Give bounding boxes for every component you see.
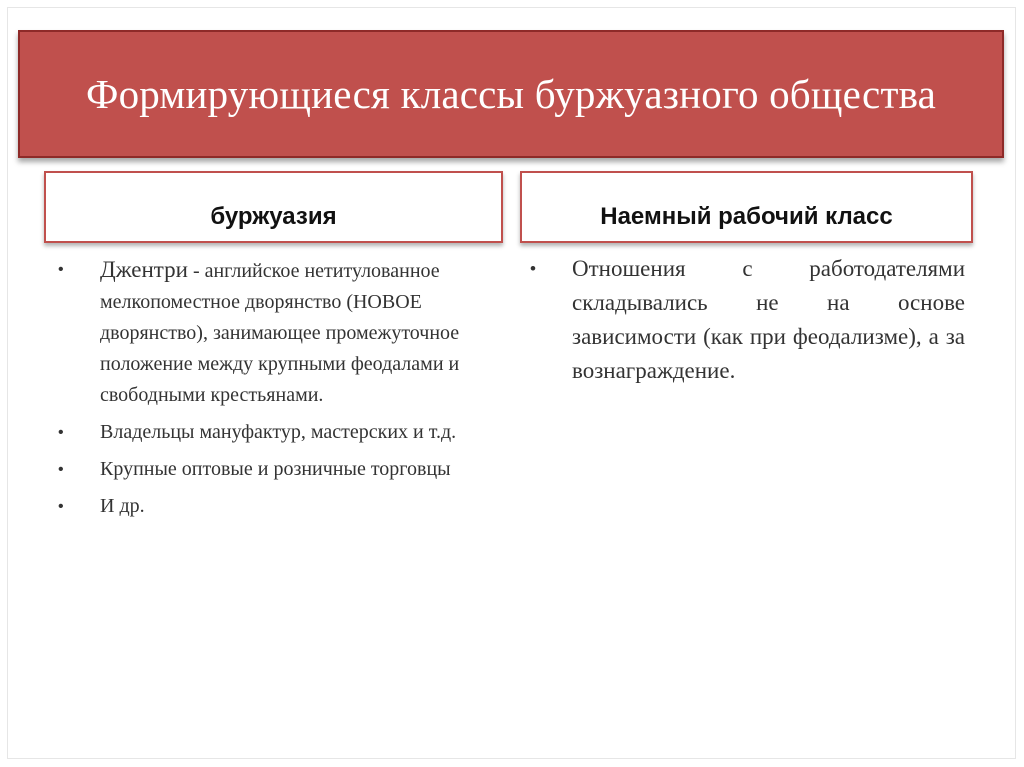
- gentry-definition: - английское нетитулованное мелкопоместное дворянство (НОВОЕ дворянство), занимающее промежуточное положение между крупными феодалами и свободными крестьянами.: [100, 260, 460, 406]
- list-item-text: Крупные оптовые и розничные торговцы: [100, 458, 451, 480]
- gentry-term: Джентри: [100, 257, 188, 282]
- bourgeoisie-header-box: [44, 171, 503, 243]
- bourgeoisie-list: [58, 254, 488, 528]
- bullet-icon: •: [58, 424, 64, 441]
- list-item: [58, 454, 488, 485]
- list-item: [530, 252, 965, 388]
- list-item-text: И др.: [100, 495, 145, 517]
- list-item-text: Отношения с работодателями складывались не на основе зависимости (как при феодализме), а за вознаграждение.: [572, 256, 965, 383]
- working-class-list: [530, 252, 965, 388]
- title-banner: [18, 30, 1004, 158]
- list-item: [58, 417, 488, 448]
- bourgeoisie-header: буржуазия: [210, 203, 337, 230]
- list-item: [58, 491, 488, 522]
- bullet-icon: •: [530, 259, 536, 278]
- working-class-header: Наемный рабочий класс: [600, 203, 893, 230]
- list-item: [58, 254, 488, 411]
- bullet-icon: •: [58, 461, 64, 478]
- bullet-icon: •: [58, 261, 64, 278]
- working-class-header-box: [520, 171, 973, 243]
- slide-title: Формирующиеся классы буржуазного общества: [85, 71, 936, 117]
- bullet-icon: •: [58, 498, 64, 515]
- list-item-text: Владельцы мануфактур, мастерских и т.д.: [100, 421, 457, 443]
